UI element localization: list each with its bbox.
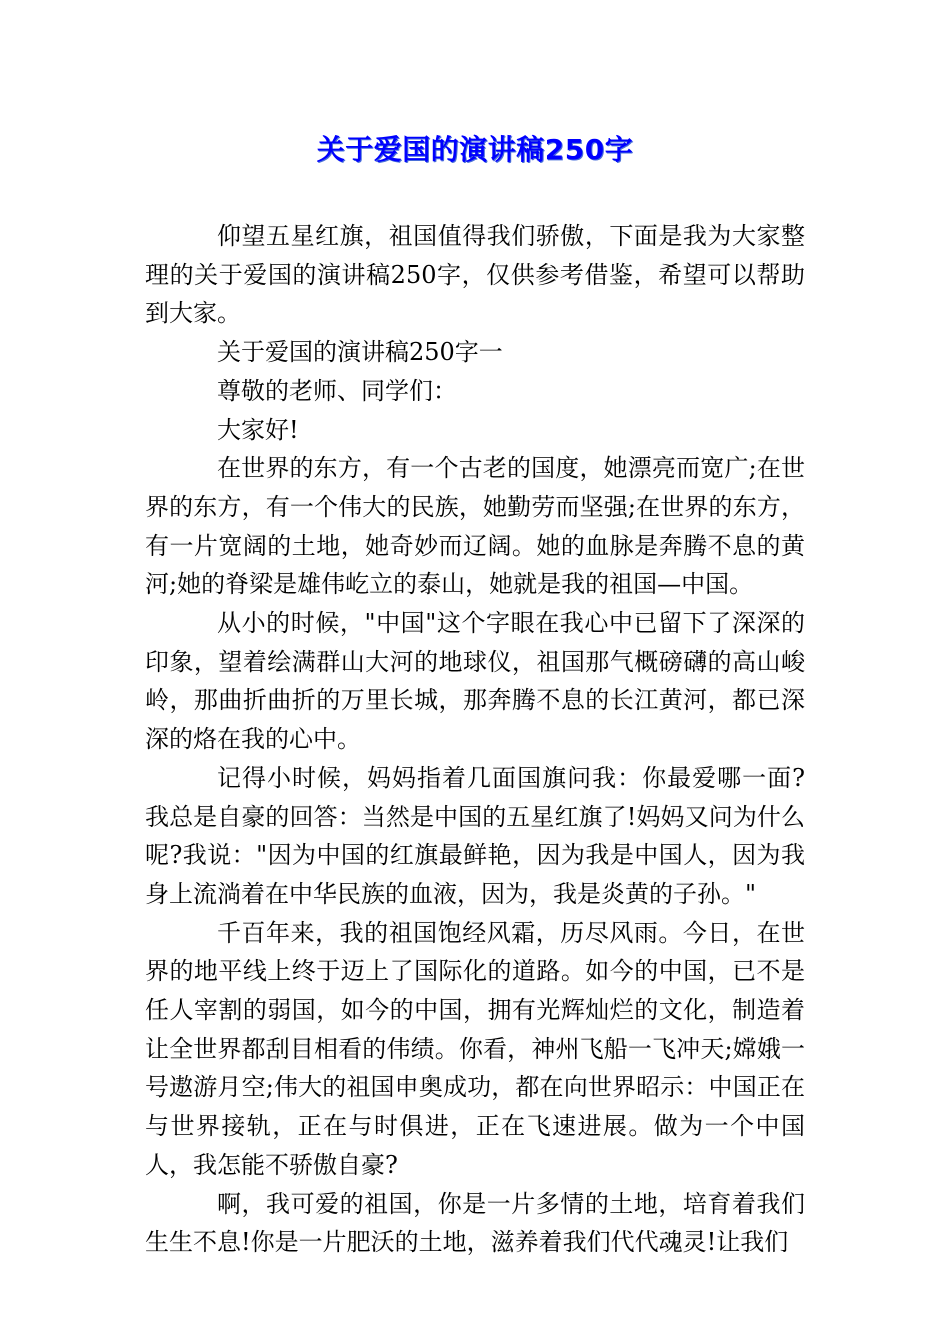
paragraph-salutation: 尊敬的老师、同学们： bbox=[217, 376, 457, 405]
paragraph-body: 在世界的东方，有一个古老的国度，她漂亮而宽广;在世界的东方，有一个伟大的民族，她勤劳而坚强;在世界的东方，有一片宽阔的土地，她奇妙而辽阔。她的血脉是奔腾不息的黄河;她的脊梁是雄伟屹立的泰山，她就是我的祖国—中国。 bbox=[145, 454, 805, 599]
document-body bbox=[145, 217, 805, 1262]
paragraph-body: 记得小时候，妈妈指着几面国旗问我：你最爱哪一面?我总是自豪的回答：当然是中国的五星红旗了!妈妈又问为什么呢?我说："因为中国的红旗最鲜艳，因为我是中国人，因为我身上流淌着在中华民族的血液，因为，我是炎黄的子孙。" bbox=[145, 763, 805, 908]
document-title: 关于爱国的演讲稿250字 bbox=[316, 133, 634, 166]
paragraph-body: 千百年来，我的祖国饱经风霜，历尽风雨。今日，在世界的地平线上终于迈上了国际化的道路。如今的中国，已不是任人宰割的弱国，如今的中国，拥有光辉灿烂的文化，制造着让全世界都刮目相看的伟绩。你看，神州飞船一飞冲天;嫦娥一号遨游月空;伟大的祖国申奥成功，都在向世界昭示：中国正在与世界接轨，正在与时俱进，正在飞速进展。做为一个中国人，我怎能不骄傲自豪? bbox=[145, 918, 805, 1179]
paragraph-body: 啊，我可爱的祖国，你是一片多情的土地，培育着我们生生不息!你是一片肥沃的土地，滋养着我们代代魂灵!让我们 bbox=[145, 1189, 805, 1257]
paragraph-body: 从小的时候，"中国"这个字眼在我心中已留下了深深的印象，望着绘满群山大河的地球仪，祖国那气概磅礴的高山峻岭，那曲折曲折的万里长城，那奔腾不息的长江黄河，都已深深的烙在我的心中。 bbox=[145, 609, 805, 754]
paragraph-heading: 关于爱国的演讲稿250字一 bbox=[217, 338, 503, 367]
paragraph-greeting: 大家好! bbox=[217, 415, 299, 444]
paragraph-intro: 仰望五星红旗，祖国值得我们骄傲，下面是我为大家整理的关于爱国的演讲稿250字，仅供参考借鉴，希望可以帮助到大家。 bbox=[145, 222, 805, 328]
